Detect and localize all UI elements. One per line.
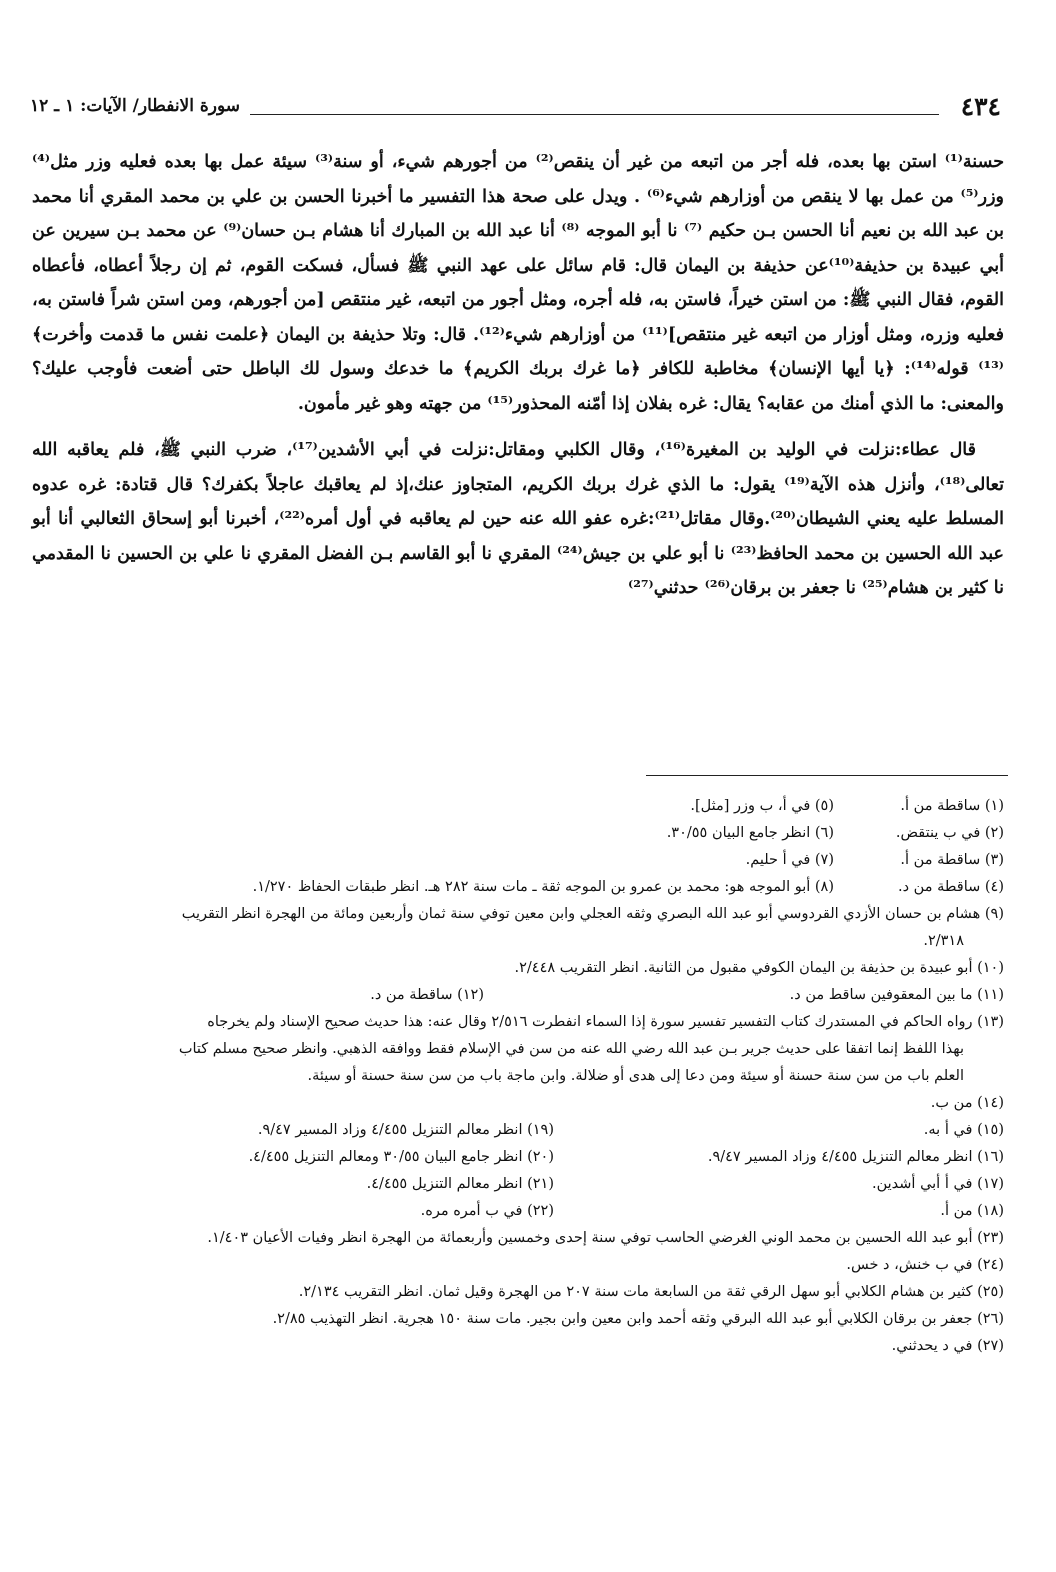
footnote-20: (٢٠) انظر جامع البيان ٣٠/٥٥ ومعالم التنزيل ٤/٤٥٥. [248,1149,554,1165]
footnotes [32,793,1004,1360]
footnote-1: (١) ساقطة من أ. [900,798,1004,814]
header-rule [250,114,939,115]
footnote-25: (٢٥) كثير بن هشام الكلابي أبو سهل الرقي ثقة من السابعة مات سنة ٢٠٧ من الهجرة وقيل ثمان. انظر التقريب ٢/١٣٤. [298,1284,1004,1300]
footnote-16: (١٦) انظر معالم التنزيل ٤/٤٥٥ وزاد المسير ٩/٤٧. [707,1149,1004,1165]
footnote-11: (١١) ما بين المعقوفين ساقط من د. [789,987,1004,1003]
footnote-13-line-3: العلم باب من سن سنة حسنة أو سيئة ومن دعا إلى هدى أو ضلالة. وابن ماجة باب من سن سنة حسنة أو سيئة. [307,1068,964,1084]
footnote-9-line-2: ٢/٣١٨. [923,933,964,949]
footnote-23: (٢٣) أبو عبد الله الحسين بن محمد الوني الغرضي الحاسب توفي سنة إحدى وخمسين وأربعمائة من الهجرة انظر وفيات الأعيان ١/٤٠٣. [207,1230,1004,1246]
footnote-22: (٢٢) في ب أمره مره. [420,1203,554,1219]
footnote-19: (١٩) انظر معالم التنزيل ٤/٤٥٥ وزاد المسير ٩/٤٧. [257,1122,554,1138]
footnote-13-line-1: (١٣) رواه الحاكم في المستدرك كتاب التفسير تفسير سورة إذا السماء انفطرت ٢/٥١٦ وقال عنه: هذا حديث صحيح الإسناد ولم يخرجاه [207,1014,1004,1030]
main-text [32,145,1004,606]
footnote-12: (١٢) ساقطة من د. [370,987,484,1003]
footnote-row [32,1144,1004,1171]
footnote-17: (١٧) في أ أبي أشدين. [871,1176,1004,1192]
running-header [30,92,1001,124]
footnote-separator [646,775,1008,776]
paragraph-2: قال عطاء:نزلت في الوليد بن المغيرة⁽¹⁶⁾، وقال الكلبي ومقاتل:نزلت في أبي الأشدين⁽¹⁷⁾، ضرب النبي ﷺ، فلم يعاقبه الله تعالى⁽¹⁸⁾، وأنزل هذه الآية⁽¹⁹⁾ يقول: ما الذي غرك بربك الكريم، المتجاوز عنك،إذ لم يعاقبك عاجلاً بكفرك؟ قال قتادة: غره عدوه المسلط عليه يعني الشيطان⁽²⁰⁾.وقال مقاتل⁽²¹⁾:غره عفو الله عنه حين لم يعاقبه في أول أمره⁽²²⁾، أخبرنا أبو إسحاق الثعالبي أنا أبو عبد الله الحسين بن محمد الحافظ⁽²³⁾ نا أبو علي بن جيش⁽²⁴⁾ المقري نا أبو القاسم بـن الفضل المقري نا علي بن الحسين نا المقدمي نا كثير بن هشام⁽²⁵⁾ نا جعفر بن برقان⁽²⁶⁾ حدثني⁽²⁷⁾ [32,440,1005,598]
footnote-row [32,1198,1004,1225]
footnote-13 [32,1009,1004,1090]
footnote-10: (١٠) أبو عبيدة بن حذيفة بن اليمان الكوفي مقبول من الثانية. انظر التقريب ٢/٤٤٨. [514,960,1004,976]
footnote-9 [32,901,1004,955]
footnote-row [32,1171,1004,1198]
footnote-7: (٧) في أ حليم. [745,852,834,868]
footnote-row [32,820,1004,847]
footnote-21: (٢١) انظر معالم التنزيل ٤/٤٥٥. [366,1176,554,1192]
footnote-18: (١٨) من أ. [940,1203,1004,1219]
footnote-row [32,793,1004,820]
footnote-2: (٢) في ب ينتقض. [895,825,1004,841]
paragraph-1: حسنة⁽¹⁾ استن بها بعده، فله أجر من اتبعه من غير أن ينقص⁽²⁾ من أجورهم شيء، أو سنة⁽³⁾ سيئة عمل بها بعده فعليه وزر مثل⁽⁴⁾ وزر⁽⁵⁾ من عمل بها لا ينقص من أوزارهم شيء⁽⁶⁾ . ويدل على صحة هذا التفسير ما أخبرنا الحسن بن علي بن محمد المقري أنا محمد بن عبد الله بن نعيم أنا الحسن بـن حكيم ⁽⁷⁾ نا أبو الموجه ⁽⁸⁾ أنا عبد الله بن المبارك أنا هشام بـن حسان⁽⁹⁾ عن محمد بـن سيرين عن أبي عبيدة بن حذيفة⁽¹⁰⁾عن حذيفة بن اليمان قال: قام سائل على عهد النبي ﷺ فسأل، فسكت القوم، ثم إن رجلاً أعطاه، فأعطاه القوم، فقال النبي ﷺ: من استن خيراً، فاستن به، فله أجره، ومثل أجور من اتبعه، غير منتقص [من أجورهم، ومن استن شراً فاستن به، فعليه وزره، ومثل أوزار من اتبعه غير منتقص]⁽¹¹⁾ من أوزارهم شيء⁽¹²⁾. قال: وتلا حذيفة بن اليمان ﴿علمت نفس ما قدمت وأخرت﴾⁽¹³⁾ قوله⁽¹⁴⁾: ﴿يا أيها الإنسان﴾ مخاطبة للكافر ﴿ما غرك بربك الكريم﴾ ما خدعك وسول لك الباطل حتى أضعت فأوجب عليك؟ والمعنى: ما الذي أمنك من عقابه؟ يقال: غره بفلان إذا أمّنه المحذور⁽¹⁵⁾ من جهته وهو غير مأمون. [32,152,1005,414]
page-number: ٤٣٤ [960,92,1001,121]
footnote-8: (٨) أبو الموجه هو: محمد بن عمرو بن الموجه ثقة ـ مات سنة ٢٨٢ هـ. انظر طبقات الحفاظ ١/٢٧٠. [252,879,834,895]
footnote-14: (١٤) من ب. [930,1095,1004,1111]
footnote-26: (٢٦) جعفر بن برقان الكلابي أبو عبد الله البرقي وثقه أحمد وابن معين وابن بجير. مات سنة ١٥٠ هجرية. انظر التهذيب ٢/٨٥. [272,1311,1004,1327]
footnote-row [32,847,1004,874]
footnote-13-line-2: بهذا اللفظ إنما اتفقا على حديث جرير بـن عبد الله رضي الله عنه من سن في الإسلام فقط ووافقه الذهبي. وانظر صحيح مسلم كتاب [178,1041,964,1057]
footnote-row [32,982,1004,1009]
footnote-24: (٢٤) في ب خنش، د خس. [846,1257,1004,1273]
footnote-row [32,874,1004,901]
footnote-9-line-1: (٩) هشام بن حسان الأزدي القردوسي أبو عبد الله البصري وثقه العجلي وابن معين توفي سنة ثمان وأربعين ومائة من الهجرة انظر التقريب [181,906,1004,922]
footnote-15: (١٥) في أ به. [923,1122,1004,1138]
footnote-5: (٥) في أ، ب وزر [مثل]. [690,798,834,814]
footnote-6: (٦) انظر جامع البيان ٣٠/٥٥. [666,825,834,841]
running-title: سورة الانفطار/ الآيات: ١ ـ ١٢ [30,96,241,116]
footnote-4: (٤) ساقطة من د. [898,879,1004,895]
footnote-row [32,1117,1004,1144]
footnote-27: (٢٧) في د يحدثني. [891,1338,1004,1354]
footnote-3: (٣) ساقطة من أ. [900,852,1004,868]
